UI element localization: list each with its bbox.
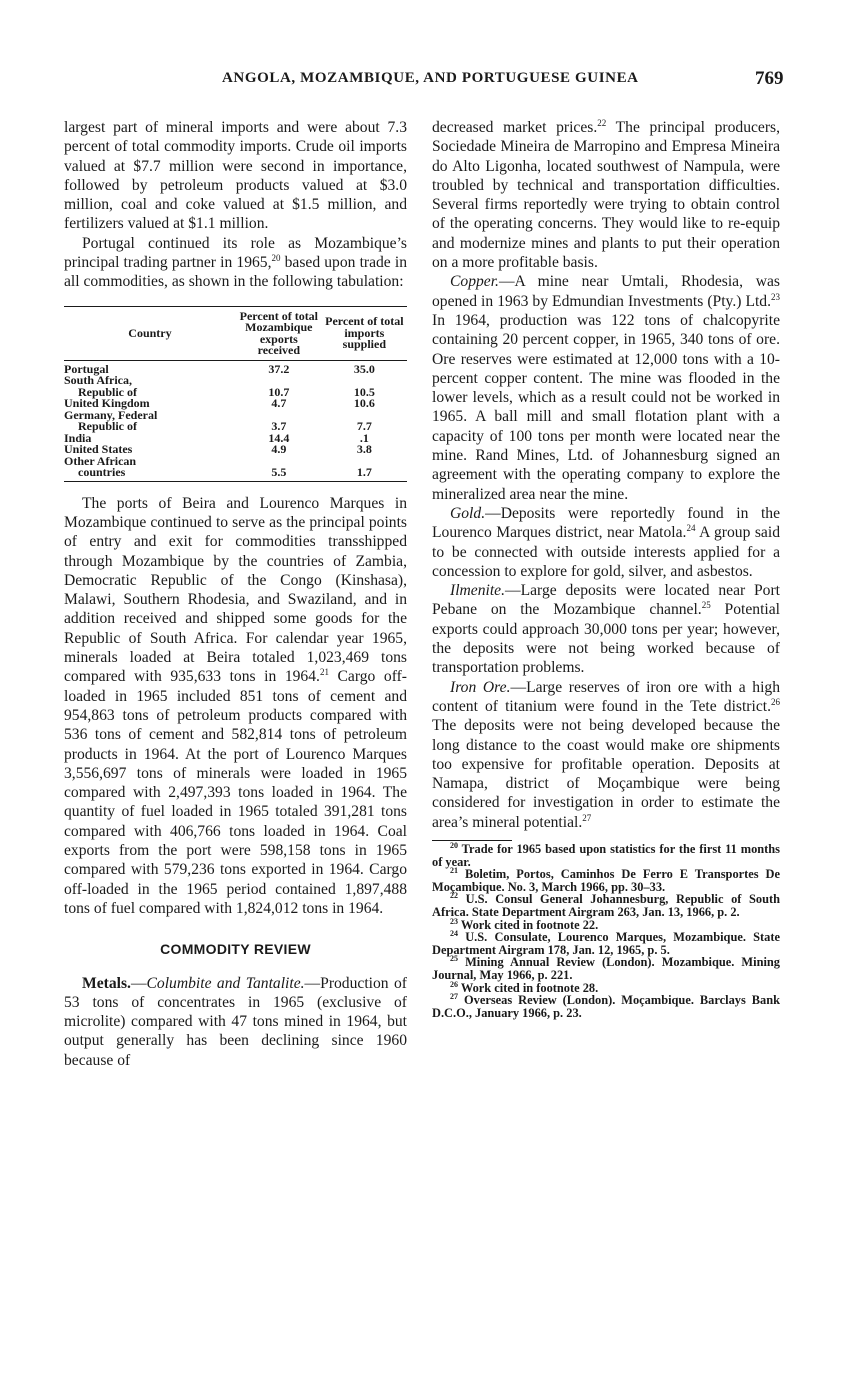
imports-cell: 3.8 [356,442,372,457]
header-country: Country [64,306,236,360]
paragraph-imports: largest part of mineral imports and were about 7.3 percent of total commodity imports. Crude oil imports valued at $7.7 million were second in importance, followed by petroleum products valued at $3.0 million, coal and coke valued at $1.5 million, and fertilizers valued at $1.1 million. [64,119,407,233]
footnote-rule [432,840,512,841]
footnote-ref: 21 [319,667,329,678]
footnote-number: 25 [450,954,458,964]
paragraph-columbite-cont [432,118,780,272]
table-header-row [64,306,407,360]
footnote-text: Mining Annual Review (London). Mozambique. Mining Journal, May 1966, p. 221. [432,955,780,982]
trade-table [64,306,407,482]
paragraph-iron-ore [432,678,780,832]
footnote-number: 26 [450,979,458,989]
country-name-cont: Republic of [78,384,138,399]
footnote-number: 24 [450,929,458,939]
page-number: 769 [755,68,784,89]
imports-cell: 35.0 [353,361,375,376]
gold-subheading: Gold. [450,504,486,522]
exports-cell: 14.4 [268,430,290,445]
footnote [432,868,780,893]
footnote-ref: 26 [771,696,780,707]
country-cell [64,375,236,398]
imports-cell: 10.5 [353,384,375,399]
footnote [432,931,780,956]
text-segment: The deposits were not being developed because the long distance to the coast would make ore shipments too expensive for profitable operation. Deposits at Namapa, district of Moçambique were being considered for investigation in order to estimate the area’s mineral potential. [432,717,780,831]
footnote-text: Boletim, Portos, Caminhos De Ferro E Transportes De Moçambique. No. 3, March 1966, pp. 30–33. [432,867,780,894]
paragraph-ports [64,494,407,919]
text-segment: —Large reserves of iron ore with a high content of titanium were found in the Tete district. [432,678,780,715]
country-name-cont: Republic of [78,419,138,434]
right-column [432,118,780,1019]
country-name-cont: countries [78,465,126,480]
footnote [432,991,780,1020]
country-name: United States [64,442,133,457]
section-heading: COMMODITY REVIEW [160,941,311,958]
footnote-text: Work cited in footnote 28. [460,980,599,995]
running-head: ANGOLA, MOZAMBIQUE, AND PORTUGUESE GUINEA [222,70,639,86]
footnote-number: 27 [450,991,458,1001]
header-exports: Percent of total Mozambique exports received [236,306,322,360]
imports-cell: 7.7 [356,419,372,434]
country-name: Portugal [64,361,109,376]
text-segment: Portugal continued its role as Mozambique’s principal trading partner in 1965, [64,234,407,272]
footnotes [432,840,781,1020]
text-segment: The ports of Beira and Lourenco Marques in Mozambique continued to serve as the principal points of entry and exit for commodities transshipped through Mozambique by the countries of Zambia, Democratic Republic of the Congo (Kinshasa), Malawi, Southern Rhodesia, and Swaziland, and in addition received and shipped some goods for the Republic of South Africa. For calendar year 1965, minerals loaded at Beira totaled 1,023,469 tons compared with 935,633 tons in 1964. [64,494,407,686]
text-segment: — [130,974,147,992]
exports-cell: 10.7 [268,384,290,399]
left-column [64,118,407,1070]
exports-cell: 37.2 [268,361,290,376]
paragraph-metals [64,974,407,1070]
metals-lead: Metals. [82,974,131,992]
footnote-ref: 24 [686,523,696,534]
copper-subheading: Copper. [450,273,499,291]
paragraph-gold [432,504,780,581]
footnote [432,840,781,869]
header-imports: Percent of total imports supplied [322,306,407,360]
country-name: India [64,430,92,445]
imports-cell: 1.7 [322,456,407,482]
footnote-text: U.S. Consul General Johannesburg, Republic of South Africa. State Department Airgram 263, Jan. 13, 1966, p. 2. [432,892,780,919]
text-segment: based upon trade in all commodities, as shown in the following tabulation: [64,254,407,291]
country-name: Other African [64,453,137,468]
text-segment: —Large deposits were located near Port Pebane on the Mozambique channel. [432,582,780,619]
page-header [0,68,861,94]
footnote-text: U.S. Consulate, Lourenco Marques, Mozambique. State Department Airgram 178, Jan. 12, 1965, p. 5. [432,930,780,957]
iron-ore-subheading: Iron Ore. [450,678,511,696]
footnote [432,893,780,918]
footnote-text: Overseas Review (London). Moçambique. Barclays Bank D.C.O., January 1966, p. 23. [432,993,780,1020]
metals-subheading: Columbite and Tantalite. [146,974,305,992]
footnote-ref: 22 [597,117,607,128]
table-row [64,456,407,482]
text-segment: The principal producers, Sociedade Mineira de Marropino and Empresa Mineira do Alto Ligonha, located southwest of Nampula, were troubled by technical and transportation difficulties. Several firms reportedly were trying to obtain control of the operating concerns. They would like to re-equip and modernize mines and plants to put their operation on a more profitable basis. [432,119,781,272]
trade-table-wrapper [64,306,407,482]
exports-cell: 4.7 [271,396,287,411]
footnote-number: 22 [450,891,458,901]
exports-cell: 4.9 [271,442,287,457]
footnote-ref: 27 [582,812,592,823]
text-segment: In 1964, production was 122 tons of chalcopyrite containing 20 percent copper, in 1965, 340 tons of ore. Ore reserves were estimated at 12,000 tons with a 10-percent copper content. The mine was flooded in the lower levels, which as a result could not be worked in 1965. A ball mill and small flotation plant with a capacity of 100 tons per month were located near the mine. Rand Mines, Ltd. of Johannesburg signed an agreement with the operating company to explore the mineralized area near the mine. [432,311,780,503]
country-cell [64,407,236,434]
paragraph-ilmenite [432,581,780,677]
footnote-number: 20 [450,840,458,850]
footnote-number: 21 [450,866,458,876]
paragraph-trading-partner [64,234,407,292]
footnote-number: 23 [450,916,458,926]
footnote-text: Work cited in footnote 22. [460,917,599,932]
country-name: United Kingdom [64,396,150,411]
text-segment: —Production of 53 tons of concentrates in 1965 (exclusive of microlite) compared with 47 tons mined in 1964, but output generally has been declining since 1960 because of [64,974,407,1069]
table-row [64,375,407,398]
text-segment: Cargo off-loaded in 1965 included 851 tons of cement and 954,863 tons of petroleum products compared with 536 tons of cement and 582,814 tons of petroleum products in 1964. At the port of Lourenco Marques 3,556,697 tons of minerals were loaded in 1965 compared with 2,497,393 tons loaded in 1964. The quantity of fuel loaded in 1965 totaled 391,281 tons compared with 406,766 tons loaded in 1964. Coal exports from the port were 598,158 tons in 1965 compared with 579,236 tons exported in 1964. Cargo off-loaded in the 1965 period contained 1,897,488 tons of fuel compared with 1,824,012 tons in 1964. [64,668,407,917]
imports-cell: .1 [359,430,369,445]
paragraph-copper [432,272,780,504]
country-name: South Africa, [64,373,133,388]
footnote-text: Trade for 1965 based upon statistics for the first 11 months of year. [432,841,781,869]
text-segment: —Deposits were reportedly found in the Lourenco Marques district, near Matola. [432,504,780,542]
footnote-ref: 20 [271,252,281,263]
footnote-ref: 25 [701,600,711,611]
country-cell [64,453,236,482]
footnote-ref: 23 [771,291,780,302]
ilmenite-subheading: Ilmenite. [450,582,505,600]
imports-cell: 10.6 [353,396,375,411]
text-segment: —A mine near Umtali, Rhodesia, was opened in 1963 by Edmundian Investments (Pty.) Ltd. [432,273,780,310]
footnote [432,956,780,981]
exports-cell: 3.7 [271,419,287,434]
exports-cell: 5.5 [236,456,322,482]
text-segment: decreased market prices. [432,119,598,136]
table-row [64,410,407,433]
text-segment: Potential exports could approach 30,000 tons per year; however, the deposits were not being worked because of transportation problems. [432,601,780,677]
country-name: Germany, Federal [64,407,158,422]
text-segment: A group said to be connected with outside interests applied for a concession to explore for gold, silver, and asbestos. [432,524,780,580]
